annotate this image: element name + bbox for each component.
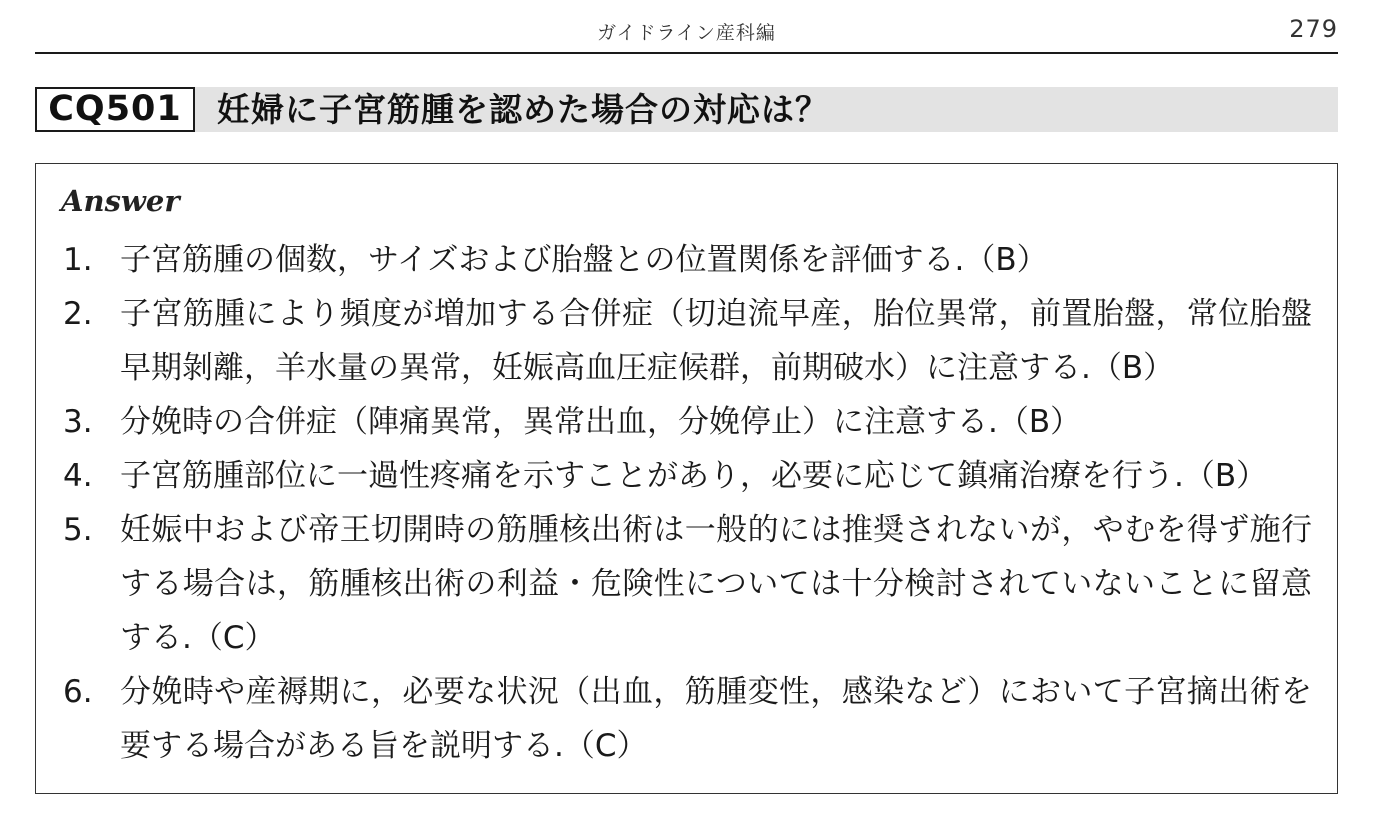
cq-title: 妊婦に子宮筋腫を認めた場合の対応は？ — [217, 90, 829, 129]
running-head: ガイドライン産科編 — [597, 22, 776, 44]
answer-item-number: 2. — [63, 296, 93, 332]
answer-list — [36, 233, 1339, 773]
answer-item-text: 子宮筋腫部位に一過性疼痛を示すことがあり，必要に応じて鎮痛治療を行う.（B） — [120, 458, 1268, 494]
cq-id-badge: CQ501 — [35, 87, 195, 132]
answer-item-number: 5. — [63, 512, 93, 548]
page-number: 279 — [1289, 15, 1338, 43]
answer-item — [36, 233, 1339, 287]
answer-label: Answer — [61, 184, 180, 218]
answer-item-number: 4. — [63, 458, 93, 494]
answer-item — [36, 395, 1339, 449]
answer-item — [36, 449, 1339, 503]
answer-item-text: 分娩時や産褥期に，必要な状況（出血，筋腫変性，感染など）において子宮摘出術を要する場合がある旨を説明する.（C） — [120, 674, 1312, 764]
answer-item-number: 6. — [63, 674, 93, 710]
answer-item-text: 子宮筋腫により頻度が増加する合併症（切迫流早産，胎位異常，前置胎盤，常位胎盤早期剝離，羊水量の異常，妊娠高血圧症候群，前期破水）に注意する.（B） — [120, 296, 1312, 386]
answer-item — [36, 665, 1339, 773]
cq-heading — [35, 87, 1338, 132]
page-header — [35, 0, 1338, 54]
answer-item-text: 妊娠中および帝王切開時の筋腫核出術は一般的には推奨されないが，やむを得ず施行する場合は，筋腫核出術の利益・危険性については十分検討されていないことに留意する.（C） — [120, 512, 1312, 656]
answer-item-number: 1. — [63, 242, 93, 278]
answer-item-text: 子宮筋腫の個数，サイズおよび胎盤との位置関係を評価する.（B） — [120, 242, 1048, 278]
answer-box — [35, 163, 1338, 794]
answer-item-text: 分娩時の合併症（陣痛異常，異常出血，分娩停止）に注意する.（B） — [120, 404, 1082, 440]
answer-item — [36, 503, 1339, 665]
answer-item-number: 3. — [63, 404, 93, 440]
answer-item — [36, 287, 1339, 395]
